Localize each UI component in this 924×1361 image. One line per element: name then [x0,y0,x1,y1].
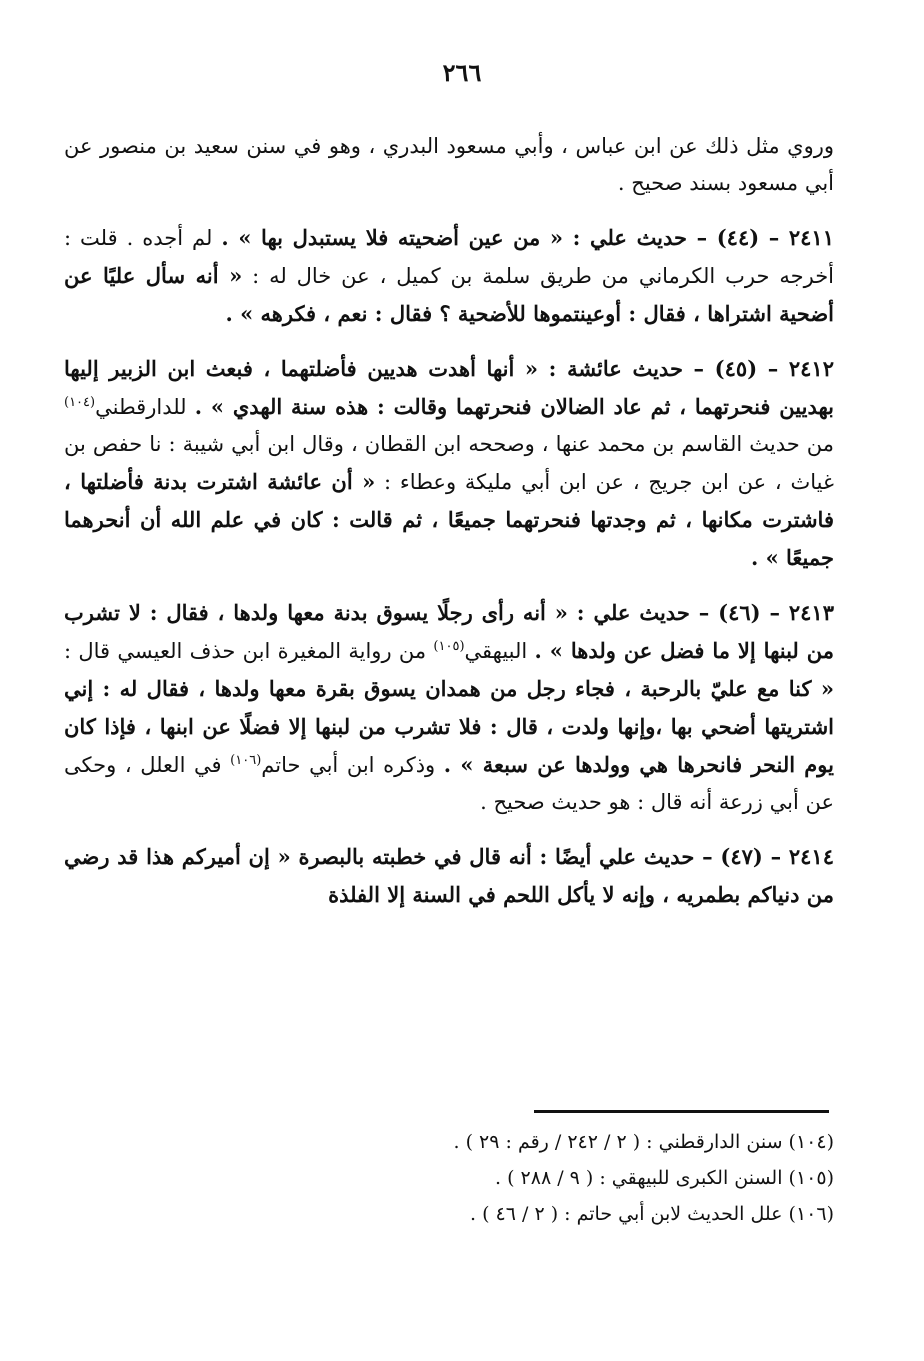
hadith-2412-quote: « أن عائشة اشترت بدنة فأضلتها ، فاشترت مكانها ، ثم وجدتها فنحرتهما جميعًا ، ثم قالت : كان في علم الله أن أنحرهما جميعًا » . [64,469,834,570]
hadith-2411-quote: « أنه سأل عليًا عن أضحية اشتراها ، فقال : أوعينتموها للأضحية ؟ فقال : نعم ، فكرهه » . [64,263,834,326]
hadith-2413-heading: ٢٤١٣ – (٤٦) – حديث علي : « أنه رأى رجلًا يسوق بدنة معها ولدها ، فقال : لا تشرب من لبنها إلا ما فضل عن ولدها » . [64,600,834,663]
footnote-ref-104: (١٠٤) [64,395,96,410]
main-text [64,128,834,931]
hadith-2413-commentary: البيهقي [464,639,535,663]
hadith-2413 [64,594,834,821]
footnote-105: (١٠٥) السنن الكبرى للبيهقي : ( ٩ / ٢٨٨ ) . [495,1167,834,1189]
footnote-ref-106: (١٠٦) [230,753,262,768]
footnotes [64,1124,834,1232]
hadith-2413-quote: « كنا مع عليّ بالرحبة ، فجاء رجل من همدان يسوق بقرة معها ولدها ، فقال له : إني اشتريتها أضحي بها ،وإنها ولدت ، قال : فلا تشرب من لبنها إلا فضلًا عن ابنها ، فإذا كان يوم النحر فانحرها هي وولدها عن سبعة » . [64,676,835,777]
hadith-2411 [64,219,834,333]
hadith-2413-commentary-2: وذكره ابن أبي حاتم [261,753,444,777]
footnote-separator [534,1110,829,1113]
paragraph-intro: وروي مثل ذلك عن ابن عباس ، وأبي مسعود البدري ، وهو في سنن سعيد بن منصور عن أبي مسعود بسند صحيح . [64,134,834,195]
footnote-ref-105: (١٠٥) [433,639,465,654]
hadith-2413-commentary-3: في العلل ، وحكى عن أبي زرعة أنه قال : هو حديث صحيح . [64,753,834,814]
hadith-2412-heading: ٢٤١٢ – (٤٥) – حديث عائشة : « أنها أهدت هديين فأضلتهما ، فبعث ابن الزبير إليها بهديين فنحرتهما ، ثم عاد الضالان فنحرتهما وقالت : هذه سنة الهدي » . [64,356,834,419]
hadith-2411-commentary: لم أجده . قلت : أخرجه حرب الكرماني من طريق سلمة بن كميل ، عن خال له : [64,226,835,288]
hadith-2414-heading: ٢٤١٤ – (٤٧) – حديث علي أيضًا : أنه قال في خطبته بالبصرة « إن أميركم هذا قد رضي من دنياكم بطمريه ، وإنه لا يأكل اللحم في السنة إلا الفلذة [64,844,834,907]
hadith-2411-heading: ٢٤١١ – (٤٤) – حديث علي : « من عين أضحيته فلا يستبدل بها » . [221,225,834,250]
hadith-2412-commentary: للدارقطني [95,395,195,419]
page-number: ٢٦٦ [442,58,482,87]
hadith-2414 [64,838,834,914]
hadith-2413-commentary-cont: من رواية المغيرة ابن حذف العيسي قال : [64,639,434,663]
footnote-104: (١٠٤) سنن الدارقطني : ( ٢ / ٢٤٢ / رقم : ٢٩ ) . [453,1131,834,1153]
footnote-106: (١٠٦) علل الحديث لابن أبي حاتم : ( ٢ / ٤٦ ) . [470,1203,834,1225]
hadith-2412-commentary-cont: من حديث القاسم بن محمد عنها ، وصححه ابن القطان ، وقال ابن أبي شيبة : نا حفص بن غياث ، عن ابن جريج ، عن ابن أبي مليكة وعطاء : [64,432,834,494]
hadith-2412 [64,350,834,577]
